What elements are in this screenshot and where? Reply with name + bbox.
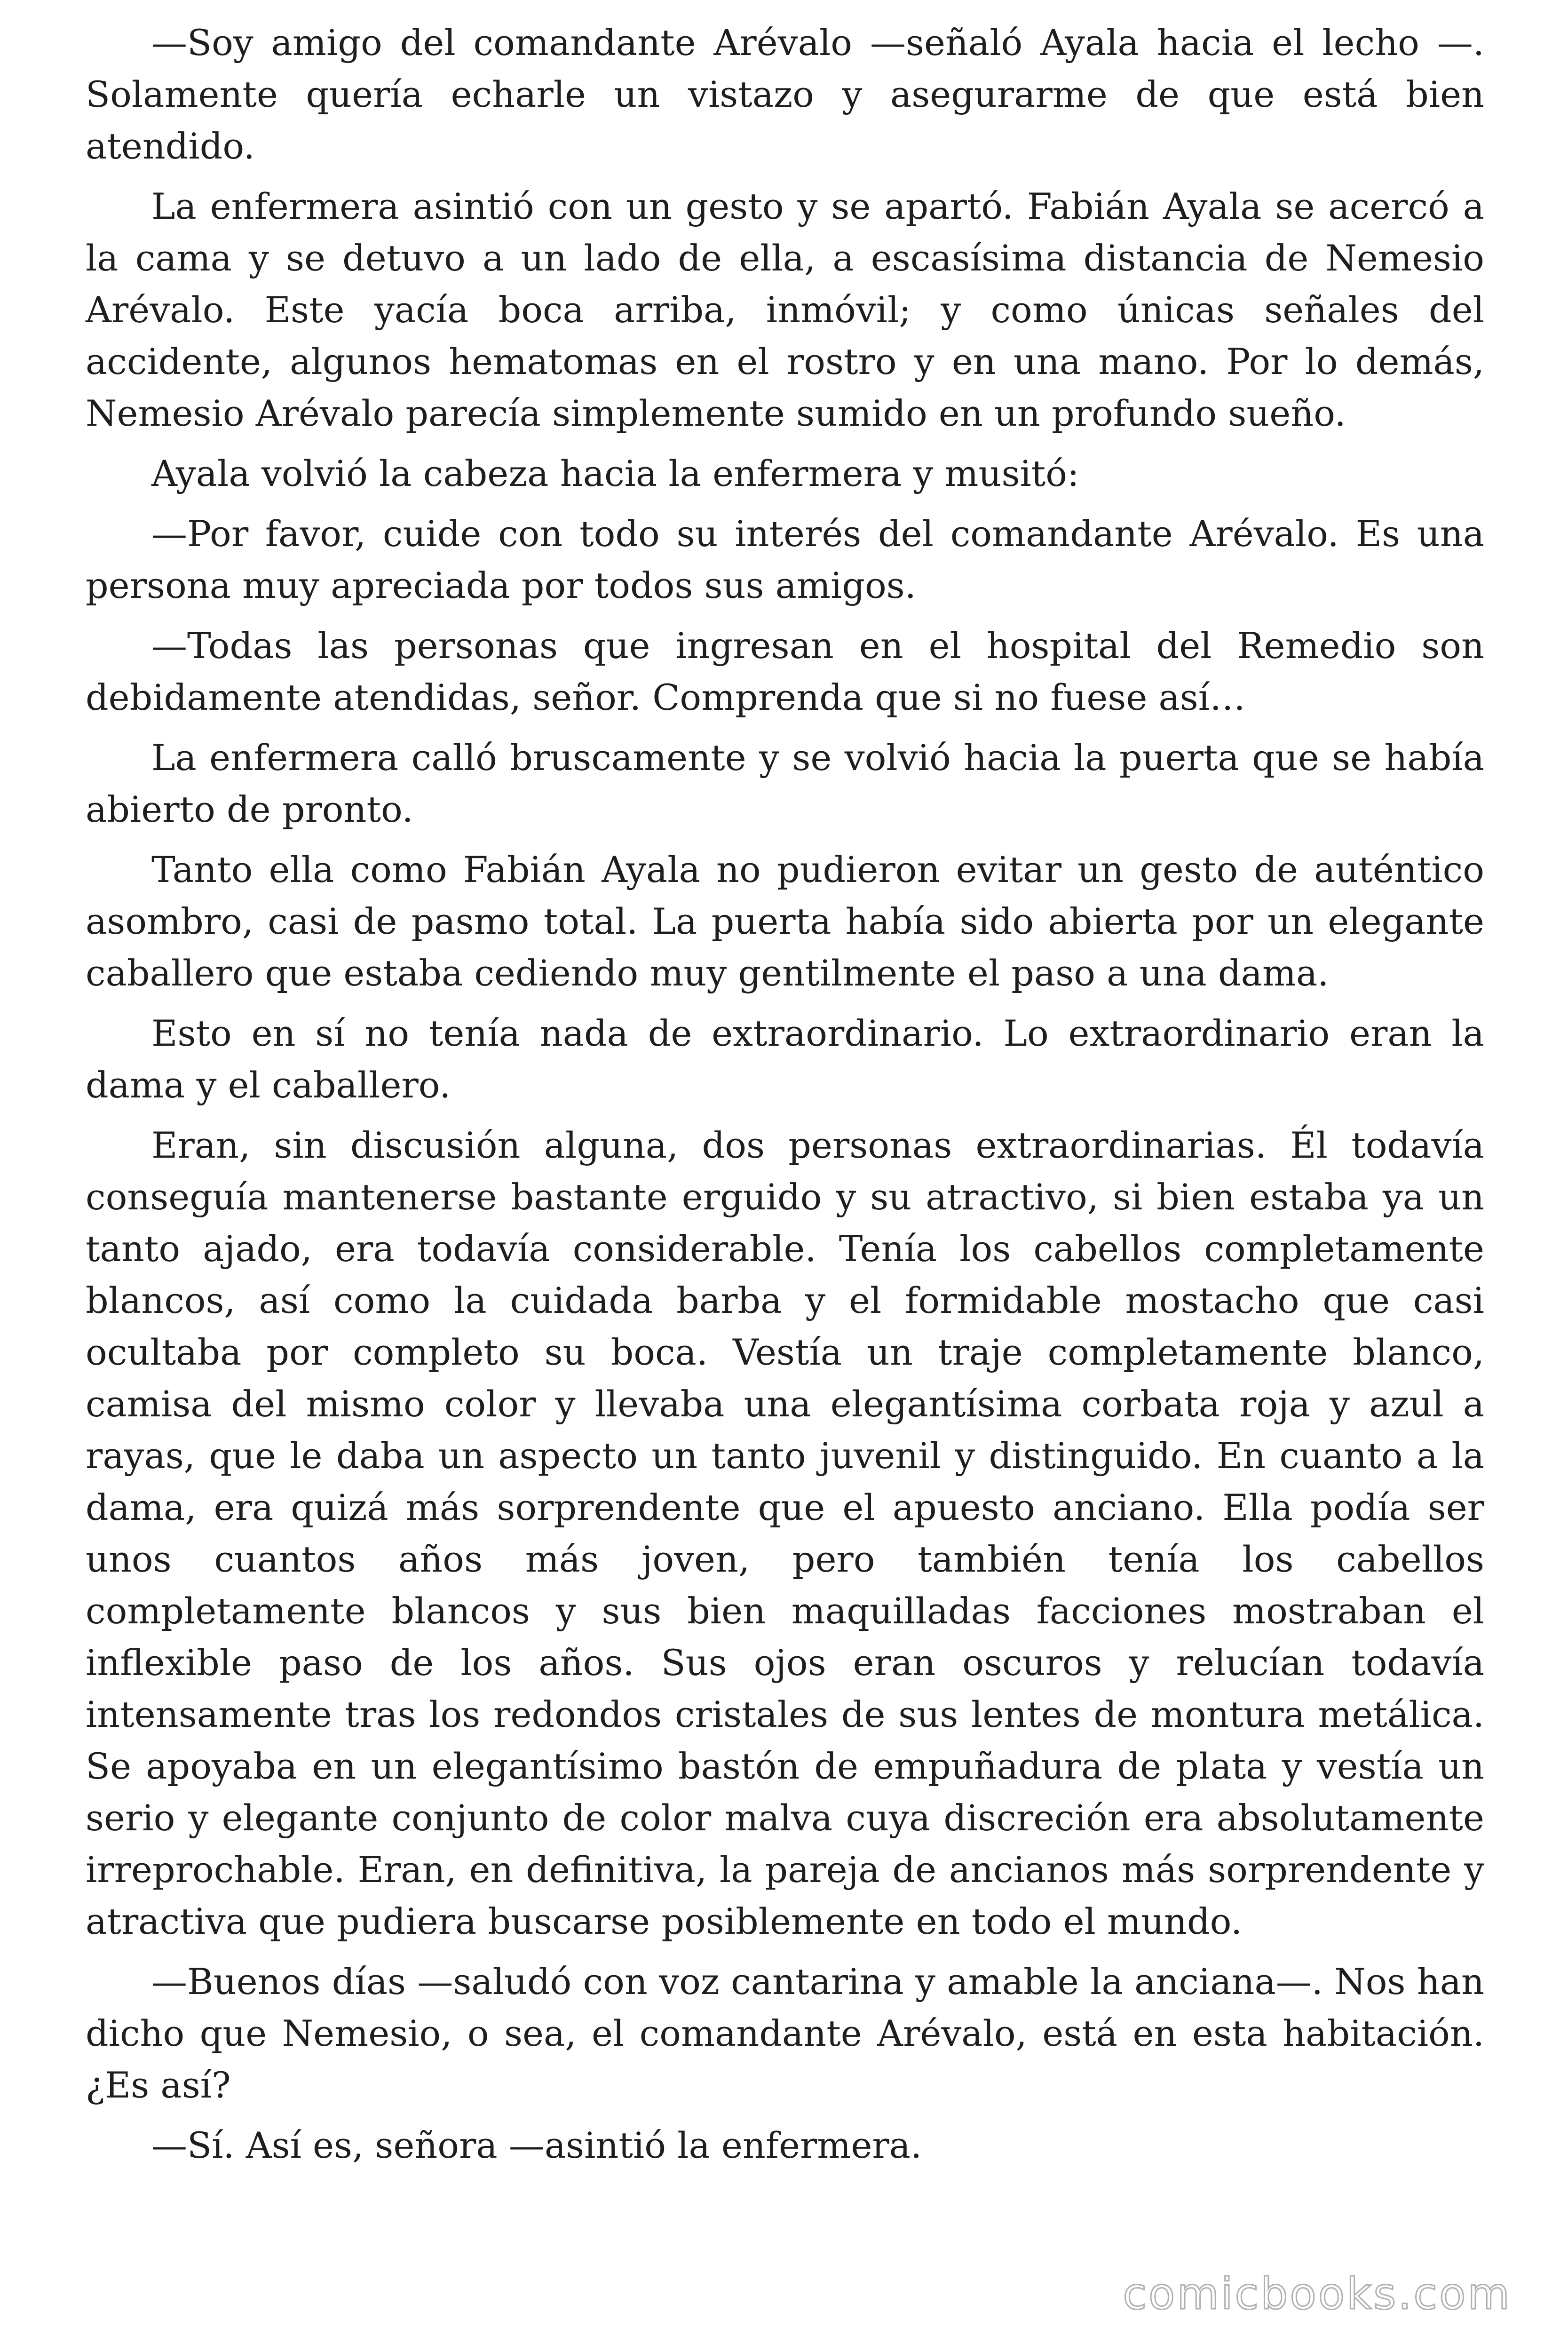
paragraph-11: —Sí. Así es, señora —asintió la enfermera. bbox=[151, 2124, 922, 2166]
paragraph-6: La enfermera calló bruscamente y se volvió hacia la puerta que se había abierto de pronto. bbox=[86, 737, 1484, 830]
book-page bbox=[86, 17, 1484, 2180]
paragraph-2: La enfermera asintió con un gesto y se apartó. Fabián Ayala se acercó a la cama y se detuvo a un lado de ella, a escasísima distancia de Nemesio Arévalo. Este yacía boca arriba, inmóvil; y como únicas señales del accidente, algunos hematomas en el rostro y en una mano. Por lo demás, Nemesio Arévalo parecía simplemente sumido en un profundo sueño. bbox=[86, 185, 1484, 434]
paragraph-8: Esto en sí no tenía nada de extraordinario. Lo extraordinario eran la dama y el caballero. bbox=[86, 1012, 1484, 1106]
paragraph-3: Ayala volvió la cabeza hacia la enfermera y musitó: bbox=[151, 453, 1079, 494]
paragraph-1: —Soy amigo del comandante Arévalo —señaló Ayala hacia el lecho —. Solamente quería echarle un vistazo y asegurarme de que está bien atendido. bbox=[86, 22, 1484, 167]
paragraph-7: Tanto ella como Fabián Ayala no pudieron evitar un gesto de auténtico asombro, casi de pasmo total. La puerta había sido abierta por un elegante caballero que estaba cediendo muy gentilmente el paso a una dama. bbox=[86, 849, 1484, 994]
watermark: comicbooks.com bbox=[1123, 2269, 1512, 2319]
paragraph-9: Eran, sin discusión alguna, dos personas extraordinarias. Él todavía conseguía mantenerse bastante erguido y su atractivo, si bien estaba ya un tanto ajado, era todavía considerable. Tenía los cabellos completamente blancos, así como la cuidada barba y el formidable mostacho que casi ocultaba por completo su boca. Vestía un traje completamente blanco, camisa del mismo color y llevaba una elegantísima corbata roja y azul a rayas, que le daba un aspecto un tanto juvenil y distinguido. En cuanto a la dama, era quizá más sorprendente que el apuesto anciano. Ella podía ser unos cuantos años más joven, pero también tenía los cabellos completamente blancos y sus bien maquilladas facciones mostraban el inflexible paso de los años. Sus ojos eran oscuros y relucían todavía intensamente tras los redondos cristales de sus lentes de montura metálica. Se apoyaba en un elegantísimo bastón de empuñadura de plata y vestía un serio y elegante conjunto de color malva cuya discreción era absolutamente irreprochable. Eran, en definitiva, la pareja de ancianos más sorprendente y atractiva que pudiera buscarse posiblemente en todo el mundo. bbox=[86, 1124, 1484, 1942]
paragraph-4: —Por favor, cuide con todo su interés del comandante Arévalo. Es una persona muy apreciada por todos sus amigos. bbox=[86, 513, 1484, 606]
paragraph-5: —Todas las personas que ingresan en el hospital del Remedio son debidamente atendidas, señor. Comprenda que si no fuese así… bbox=[86, 625, 1484, 718]
paragraph-10: —Buenos días —saludó con voz cantarina y amable la anciana—. Nos han dicho que Nemesio, o sea, el comandante Arévalo, está en esta habitación. ¿Es así? bbox=[86, 1961, 1484, 2106]
